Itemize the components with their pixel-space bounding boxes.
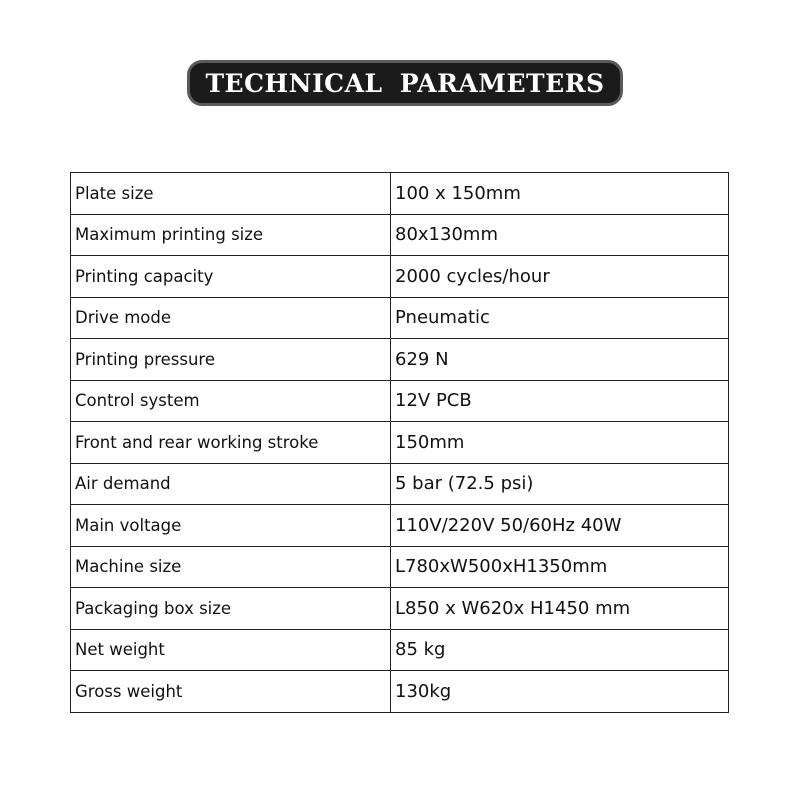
parameter-name-cell: Plate size	[71, 173, 391, 215]
parameter-name-cell: Printing pressure	[71, 339, 391, 381]
parameter-name-cell: Drive mode	[71, 297, 391, 339]
parameter-name-cell: Gross weight	[71, 671, 391, 713]
table-row	[71, 380, 729, 422]
page-title: TECHNICAL PARAMETERS	[205, 68, 605, 98]
title-banner	[187, 60, 623, 106]
parameter-value-cell: 80x130mm	[391, 214, 729, 256]
parameter-value-cell: 130kg	[391, 671, 729, 713]
table-row	[71, 173, 729, 215]
parameter-value-cell: L780xW500xH1350mm	[391, 546, 729, 588]
parameter-value-cell: 12V PCB	[391, 380, 729, 422]
table-row	[71, 671, 729, 713]
parameter-name-cell: Main voltage	[71, 505, 391, 547]
parameter-name-cell: Machine size	[71, 546, 391, 588]
table-row	[71, 588, 729, 630]
parameter-value-cell: 150mm	[391, 422, 729, 464]
table-row	[71, 214, 729, 256]
parameter-name-cell: Control system	[71, 380, 391, 422]
parameter-name-cell: Net weight	[71, 629, 391, 671]
table-row	[71, 463, 729, 505]
table-row	[71, 505, 729, 547]
parameter-value-cell: 100 x 150mm	[391, 173, 729, 215]
parameter-name-cell: Air demand	[71, 463, 391, 505]
table-body	[71, 173, 729, 713]
table-row	[71, 629, 729, 671]
table-row	[71, 297, 729, 339]
table-row	[71, 546, 729, 588]
parameter-value-cell: 2000 cycles/hour	[391, 256, 729, 298]
parameter-name-cell: Packaging box size	[71, 588, 391, 630]
parameter-value-cell: 629 N	[391, 339, 729, 381]
parameter-value-cell: Pneumatic	[391, 297, 729, 339]
parameter-value-cell: L850 x W620x H1450 mm	[391, 588, 729, 630]
parameter-name-cell: Printing capacity	[71, 256, 391, 298]
parameter-value-cell: 110V/220V 50/60Hz 40W	[391, 505, 729, 547]
parameter-value-cell: 85 kg	[391, 629, 729, 671]
table-row	[71, 339, 729, 381]
parameter-name-cell: Front and rear working stroke	[71, 422, 391, 464]
parameter-name-cell: Maximum printing size	[71, 214, 391, 256]
parameter-value-cell: 5 bar (72.5 psi)	[391, 463, 729, 505]
table-row	[71, 256, 729, 298]
table-row	[71, 422, 729, 464]
technical-parameters-table	[70, 172, 729, 713]
